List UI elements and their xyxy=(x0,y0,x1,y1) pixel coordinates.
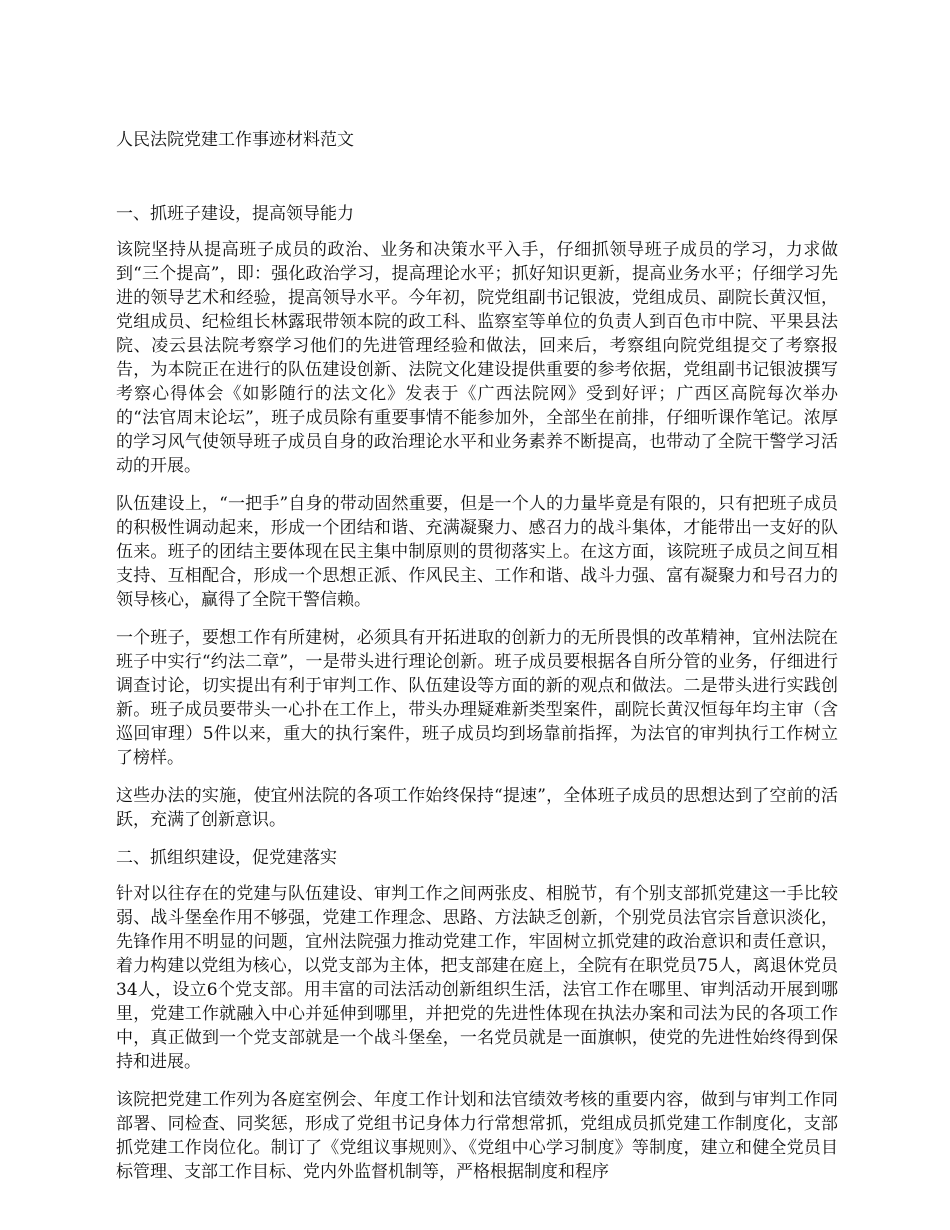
document-title: 人民法院党建工作事迹材料范文 xyxy=(116,130,354,150)
section-2 xyxy=(116,846,838,1184)
paragraph: 该院坚持从提高班子成员的政治、业务和决策水平入手，仔细抓领导班子成员的学习，力求做到“三个提高”，即：强化政治学习，提高理论水平；抓好知识更新，提高业务水平；仔细学习先进的领导艺术和经验，提高领导水平。今年初，院党组副书记银波，党组成员、副院长黄汉恒，党组成员、纪检组长林露珉带领本院的政工科、监察室等单位的负责人到百色市中院、平果县法院、凌云县法院考察学习他们的先进管理经验和做法，回来后，考察组向院党组提交了考察报告，为本院正在进行的队伍建设创新、法院文化建设提供重要的参考依据，党组副书记银波撰写考察心得体会《如影随行的法文化》发表于《广西法院网》受到好评；广西区高院每次举办的“法官周末论坛”，班子成员除有重要事情不能参加外，全部坐在前排，仔细听课作笔记。浓厚的学习风气使领导班子成员自身的政治理论水平和业务素养不断提高，也带动了全院干警学习活动的开展。 xyxy=(116,240,838,476)
paragraph: 这些办法的实施，使宜州法院的各项工作始终保持“提速”，全体班子成员的思想达到了空前的活跃，充满了创新意识。 xyxy=(116,786,838,830)
section-1 xyxy=(116,202,838,832)
document-page xyxy=(116,128,838,1198)
paragraph: 该院把党建工作列为各庭室例会、年度工作计划和法官绩效考核的重要内容，做到与审判工作同部署、同检查、同奖惩，形成了党组书记身体力行常想常抓，党组成员抓党建工作制度化，支部抓党建工作岗位化。制订了《党组议事规则》、《党组中心学习制度》等制度，建立和健全党员目标管理、支部工作目标、党内外监督机制等，严格根据制度和程序 xyxy=(116,1090,838,1182)
paragraph: 针对以往存在的党建与队伍建设、审判工作之间两张皮、相脱节，有个别支部抓党建这一手比较弱、战斗堡垒作用不够强，党建工作理念、思路、方法缺乏创新，个别党员法官宗旨意识淡化，先锋作用不明显的问题，宜州法院强力推动党建工作，牢固树立抓党建的政治意识和责任意识，着力构建以党组为核心，以党支部为主体，把支部建在庭上，全院有在职党员75人，离退休党员34人，设立6个党支部。用丰富的司法活动创新组织生活，法官工作在哪里、审判活动开展到哪里，党建工作就融入中心并延伸到哪里，并把党的先进性体现在执法办案和司法为民的各项工作中，真正做到一个党支部就是一个战斗堡垒，一名党员就是一面旗帜，使党的先进性始终得到保持和进展。 xyxy=(116,884,838,1072)
section-heading: 二、抓组织建设，促党建落实 xyxy=(116,848,337,868)
paragraph: 队伍建设上，“一把手”自身的带动固然重要，但是一个人的力量毕竟是有限的，只有把班子成员的积极性调动起来，形成一个团结和谐、充满凝聚力、感召力的战斗集体，才能带出一支好的队伍来。班子的团结主要体现在民主集中制原则的贯彻落实上。在这方面，该院班子成员之间互相支持、互相配合，形成一个思想正派、作风民主、工作和谐、战斗力强、富有凝聚力和号召力的领导核心，赢得了全院干警信赖。 xyxy=(116,494,838,610)
section-heading: 一、抓班子建设，提高领导能力 xyxy=(116,204,354,224)
paragraph: 一个班子，要想工作有所建树，必须具有开拓进取的创新力的无所畏惧的改革精神，宜州法院在班子中实行“约法二章”，一是带头进行理论创新。班子成员要根据各自所分管的业务，仔细进行调查讨论，切实提出有利于审判工作、队伍建设等方面的新的观点和做法。二是带头进行实践创新。班子成员要带头一心扑在工作上，带头办理疑难新类型案件，副院长黄汉恒每年均主审（含巡回审理）5件以来，重大的执行案件，班子成员均到场靠前指挥，为法官的审判执行工作树立了榜样。 xyxy=(116,628,838,768)
